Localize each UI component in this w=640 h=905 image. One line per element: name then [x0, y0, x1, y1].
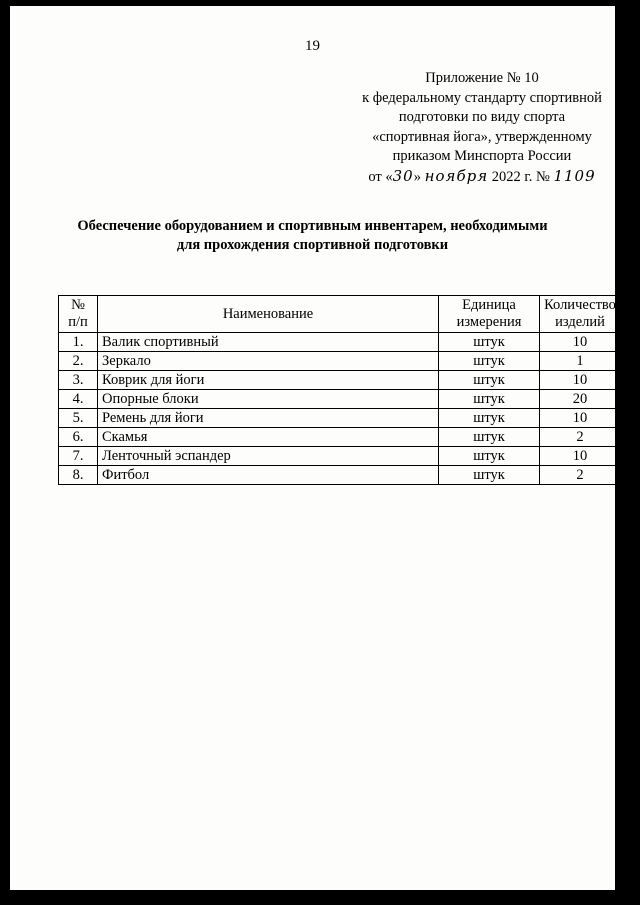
row-number-cell: 6.: [59, 428, 98, 447]
document-title-line-2: для прохождения спортивной подготовки: [176, 237, 449, 253]
item-name-cell: Зеркало: [98, 352, 439, 371]
unit-cell: штук: [439, 333, 540, 352]
row-number-cell: 2.: [59, 352, 98, 371]
table-header: [59, 296, 621, 333]
table-row: [59, 409, 621, 428]
header-name-cell: Наименование: [98, 296, 439, 333]
quantity-cell: 2: [540, 428, 621, 447]
unit-cell: штук: [439, 390, 540, 409]
table-row: [59, 447, 621, 466]
item-name-cell: Скамья: [98, 428, 439, 447]
quantity-cell: 2: [540, 466, 621, 485]
item-name-cell: Ленточный эспандер: [98, 447, 439, 466]
header-number-line-1: №: [71, 297, 85, 313]
equipment-table: [58, 295, 621, 485]
header-number-line-2: п/п: [68, 314, 88, 330]
row-number-cell: 3.: [59, 371, 98, 390]
quantity-cell: 1: [540, 352, 621, 371]
quantity-cell: 20: [540, 390, 621, 409]
header-unit-line-1: Единица: [462, 297, 516, 313]
document-page: [10, 6, 615, 890]
table-header-row: [59, 296, 621, 333]
appendix-title: Приложение № 10: [425, 70, 539, 86]
document-title: [10, 217, 615, 255]
row-number-cell: 4.: [59, 390, 98, 409]
header-number-cell: [59, 296, 98, 333]
unit-cell: штук: [439, 409, 540, 428]
header-line: приказом Минспорта России: [392, 148, 572, 164]
table-row: [59, 333, 621, 352]
header-line: «спортивная йога», утвержденному: [372, 128, 592, 145]
row-number-cell: 1.: [59, 333, 98, 352]
header-line: к федеральному стандарту спортивной: [362, 89, 602, 106]
table-row: [59, 352, 621, 371]
header-line: подготовки по виду спорта: [398, 109, 566, 125]
table-row: [59, 371, 621, 390]
header-qty-line-2: изделий: [555, 314, 605, 330]
table-row: [59, 390, 621, 409]
unit-cell: штук: [439, 371, 540, 390]
handwritten-order-number: 1109: [553, 166, 596, 185]
appendix-header: [357, 69, 607, 187]
item-name-cell: Фитбол: [98, 466, 439, 485]
quantity-cell: 10: [540, 333, 621, 352]
date-mid: »: [413, 168, 425, 185]
item-name-cell: Опорные блоки: [98, 390, 439, 409]
table-row: [59, 466, 621, 485]
document-title-line-1: Обеспечение оборудованием и спортивным инвентарем, необходимыми: [77, 218, 548, 234]
unit-cell: штук: [439, 428, 540, 447]
quantity-cell: 10: [540, 409, 621, 428]
unit-cell: штук: [439, 466, 540, 485]
row-number-cell: 8.: [59, 466, 98, 485]
unit-cell: штук: [439, 352, 540, 371]
table-row: [59, 428, 621, 447]
header-unit-cell: [439, 296, 540, 333]
header-qty-cell: [540, 296, 621, 333]
page-number: 19: [305, 38, 320, 54]
date-prefix: от «: [368, 168, 393, 185]
header-unit-line-2: измерения: [456, 314, 522, 330]
date-suffix: 2022 г. №: [488, 168, 554, 185]
handwritten-day: 30: [392, 166, 414, 185]
header-qty-line-1: Количество: [544, 297, 616, 313]
handwritten-month: ноября: [424, 166, 489, 185]
item-name-cell: Валик спортивный: [98, 333, 439, 352]
quantity-cell: 10: [540, 371, 621, 390]
row-number-cell: 7.: [59, 447, 98, 466]
item-name-cell: Коврик для йоги: [98, 371, 439, 390]
order-date-line: [357, 167, 607, 188]
row-number-cell: 5.: [59, 409, 98, 428]
quantity-cell: 10: [540, 447, 621, 466]
item-name-cell: Ремень для йоги: [98, 409, 439, 428]
unit-cell: штук: [439, 447, 540, 466]
table-body: [59, 333, 621, 485]
